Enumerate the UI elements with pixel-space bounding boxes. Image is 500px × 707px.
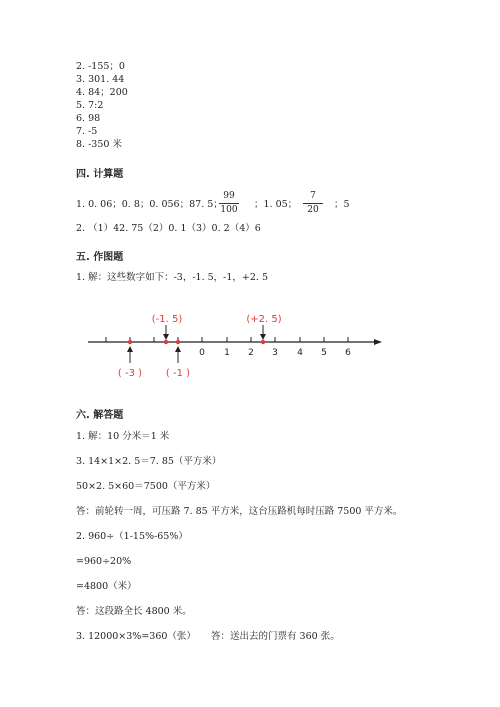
tick-marks bbox=[106, 337, 348, 342]
tick-label-0: 0 bbox=[199, 348, 205, 358]
section-5-title: 五. 作图题 bbox=[76, 252, 124, 263]
solution-line: 1. 解：10 分米＝1 米 bbox=[76, 431, 170, 442]
tick-label-5: 5 bbox=[321, 348, 327, 358]
section-6-title: 六. 解答题 bbox=[76, 410, 124, 421]
fraction-99-100 bbox=[219, 191, 239, 216]
label-minus-1: ( -1 ) bbox=[165, 368, 191, 379]
tick-label-4: 4 bbox=[297, 348, 303, 358]
point-minus-1 bbox=[176, 340, 180, 344]
point-plus-2-5 bbox=[261, 340, 265, 344]
axis-arrow-head bbox=[374, 339, 382, 345]
arrow-head-up bbox=[127, 346, 133, 352]
tick-label-6: 6 bbox=[345, 348, 351, 358]
fraction-bar bbox=[303, 203, 323, 204]
fraction-denominator: 100 bbox=[220, 205, 238, 215]
tick-label-1: 1 bbox=[224, 348, 230, 358]
answer-line-4: 4. 84；200 bbox=[76, 87, 128, 98]
answer-line-3: 3. 301. 44 bbox=[76, 74, 125, 85]
answer-line-5: 5. 7:2 bbox=[76, 100, 104, 111]
solution-line: 50×2. 5×60＝7500（平方米） bbox=[76, 481, 216, 492]
arrow-head-up bbox=[175, 346, 181, 352]
fraction-bar bbox=[219, 203, 239, 204]
solution-line: 3. 14×1×2. 5＝7. 85（平方米） bbox=[76, 456, 222, 467]
fraction-numerator: 7 bbox=[310, 191, 316, 201]
solution-line: 2. 960÷（1-15%-65%） bbox=[76, 531, 188, 542]
solution-line: 答：前轮转一周，可压路 7. 85 平方米，这台压路机每时压路 7500 平方米。 bbox=[76, 506, 403, 517]
solution-line: 3. 12000×3%=360（张） 答：送出去的门票有 360 张。 bbox=[76, 631, 340, 642]
tick-label-2: 2 bbox=[248, 348, 254, 358]
calc-line-1-middle: ；1. 05； bbox=[254, 199, 298, 210]
answer-line-8: 8. -350 米 bbox=[76, 139, 122, 150]
label-minus-1-5: (-1. 5) bbox=[151, 314, 183, 325]
fraction-numerator: 99 bbox=[223, 191, 235, 201]
tick-label-3: 3 bbox=[272, 348, 278, 358]
number-line-diagram bbox=[0, 305, 500, 395]
solution-line: =4800（米） bbox=[76, 581, 137, 592]
calc-line-2: 2. （1）42. 75（2）0. 1（3）0. 2（4）6 bbox=[76, 223, 261, 234]
calc-line-1-prefix: 1. 0. 06；0. 8；0. 056；87. 5； bbox=[76, 199, 223, 210]
drawing-answer-line: 1. 解：这些数字如下：-3，-1. 5，-1，+2. 5 bbox=[76, 272, 269, 283]
fraction-denominator: 20 bbox=[307, 205, 319, 215]
arrow-head-down bbox=[260, 334, 266, 340]
label-plus-2-5: (+2. 5) bbox=[246, 314, 282, 325]
point-minus-3 bbox=[128, 340, 132, 344]
answer-line-7: 7. -5 bbox=[76, 126, 98, 137]
section-4-title: 四. 计算题 bbox=[76, 169, 124, 180]
label-minus-3: ( -3 ) bbox=[117, 368, 143, 379]
answer-line-6: 6. 98 bbox=[76, 113, 101, 124]
calc-line-1-suffix: ；5 bbox=[334, 199, 350, 210]
solution-line: 答：这段路全长 4800 米。 bbox=[76, 606, 192, 617]
arrow-head-down bbox=[163, 334, 169, 340]
answer-line-2: 2. -155；0 bbox=[76, 61, 125, 72]
solution-line: =960÷20% bbox=[76, 556, 132, 567]
fraction-7-20 bbox=[303, 191, 323, 216]
point-minus-1-5 bbox=[164, 340, 168, 344]
